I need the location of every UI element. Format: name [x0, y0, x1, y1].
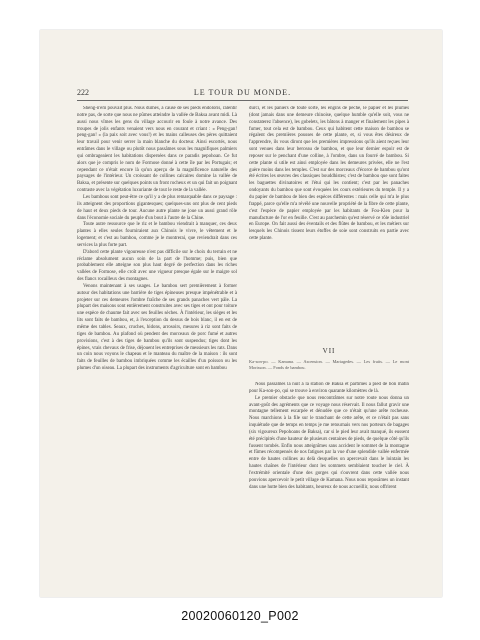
- paragraph: durci, et les paniers de toute sorte, les engins de pêche, le papier et les plumes (dont jamais dans une demeure chinoise, quelque humble qu'elle soit, vous ne constaterez l'absence), les gobelets, les bâtons à manger et finalement les pipes à fumer, tout cela est de bambou. Ceux qui habitent cette maison de bambou se régalent des premières pousses de cette plante, et, si vous êtes désireux de l'apprendre, ils vous diront que les premières impressions qu'ils aient reçues leur sont venues dans leur berceau de bambou, et que leur dernier espoir est de reposer sur le penchant d'une colline, à l'ombre, dans un fourré de bambou. Si cette plante si utile est ainsi employée dans les demeures privées, elle ne l'est guère moins dans les temples. C'est sur des morceaux d'écorce de bambou qu'ont été écrites les œuvres des classiques bouddhistes; c'est de bambou que sont faites les baguettes divinatoires et l'étui qui les contient; c'est par les panaches ondoyants du bambou que sont évoquées les cours extérieures du temple. Il y a du papier de bambou de bien des espèces différentes : mais celle qui m'a le plus frappé, parce qu'elle m'a révélé une nouvelle propriété de la fibre de cette plante, c'est l'espèce de papier employée par les habitants de Fou-Kien pour la manufacture de l'or en feuille. C'est au parchemin qu'est réservé ce rôle industriel en Europe. On fait aussi des éventails et des flûtes de bambou, et les métiers sur lesquels les Chinois tissent leurs étoffes de soie sont construits en partie avec cette plante.: [249, 106, 409, 242]
- running-header: [77, 88, 408, 101]
- journal-title: LE TOUR DU MONDE.: [193, 88, 292, 97]
- paragraph: Nous passâmes la nuit à la station de Baksa et partîmes à pied de bon matin pour Ka-son-po, qui se trouve à environ quarante kilomètres de là.: [249, 382, 409, 394]
- document-page: [40, 30, 442, 597]
- paragraph: Toute autre ressource que le riz et le bambou viendrait à manquer, ces deux plantes à elles seules fourniraient aux Chinois le vivre, le vêtement et le logement; et c'est au bambou, comme je le montrerai, que reviendrait dans ces services la plus forte part.: [77, 222, 237, 248]
- image-caption: 20020060120_P002: [181, 609, 299, 623]
- paragraph: Les bambous sont peut-être ce qu'il y a de plus remarquable dans ce paysage : ils atteignent des proportions gigantesques; quelques-uns ont plus de cent pieds de haut et deux pieds de tour. Aucune autre plante ne joue un aussi grand rôle dans l'économie sociale du peuple d'un bout à l'autre de la Chine.: [77, 194, 237, 221]
- paragraph: Le premier obstacle que nous rencontrâmes sur notre route nous donna un avant-goût des agréments que ce voyage nous réservait. Il nous fallut gravir une montagne tellement escarpée et dénudée que ce n'était qu'une arête rocheuse. Nous marchions à la file sur le tranchant de cette arête, et ce n'était pas sans inquiétude que de temps en temps je me retournais vers nos porteurs de bagages (six vigoureux Pepohoans de Baksa), car si le pied leur avait manqué, ils eussent été précipités d'une hauteur de plusieurs centaines de pieds, de quelque côté qu'ils fussent tombés. Enfin nous atteignîmes sans accident le sommet de la montagne et fûmes récompensés de nos fatigues par la vue d'une splendide vallée enfermée entre de hautes collines au delà desquelles on apercevait dans le lointain les hautes chaînes de l'intérieur dont les sommets semblaient toucher le ciel. À l'extrémité orientale d'une des gorges qui s'ouvrent dans cette vallée nous pouvions apercevoir le petit village de Kamana. Nous nous reposâmes un instant dans une hutte bien des habitants, heureux de nous accueillir, nous offrirent: [249, 395, 409, 490]
- chapter-number: VII: [322, 347, 336, 355]
- paragraph: D'abord cette plante vigoureuse n'est pas difficile sur le choix du terrain et ne réclame absolument aucun soin de la part de l'homme; puis, bien que probablement elle atteigne son plus haut degré de perfection dans les riches vallées de Formose, elle croît avec une vigueur presque égale sur le maigre sol des flancs rocailleux des montagnes.: [77, 249, 237, 283]
- paragraph: Sheng-n'em pouvait plus. Nous dûmes, à cause de ses pieds endoloris, ralentir notre pas, de sorte que nous ne pûmes atteindre la vallée de Baksa avant midi. Là aussi nous vîmes les gens du village accourir en foule à notre avance. Des troupes de jolis enfants venaient vers nous en courant et criant : « Peng-gan! peng-gan! » (la paix soit avec vous!) et les mains calleuses des pères quittaient leur travail pour venir serrer la main blanche du docteur. Ainsi escortés, nous entrâmes dans le village ou plutôt nous passâmes sous les magnifiques palmiers qui ombrageaient les habitations dispersées dans ce paradis pepohoan. Ce fut alors que je compris le nom de Formose donné à cette île par les Portugais; et cependant ce n'était encore là qu'un aperçu de la magnificence naturelle des paysages de l'intérieur. Un croissant de collines calcaires domine la vallée de Baksa, et présente sur quelques points un front rocheux et un qui fait un poignant contraste avec la végétation luxuriante de tout le reste de la vallée.: [77, 106, 237, 194]
- paragraph: Venons maintenant à ses usages. Le bambou sert premièrement à former autour des habitations une barrière de tiges épineuses presque impénétrable et à projeter sur ces demeures l'ombre fraîche de ses grands panaches vert pâle. La plupart des maisons sont entièrement construites avec ses tiges et ont pour toiture une espèce de chaume fait avec ses feuilles sèches. À l'intérieur, les sièges et les lits sont faits de bambou, et, à l'exception du dessus de bois blanc, il en est de même des tables. Seaux, cruches, hidons, arrosoirs, mesures à riz sont faits de tiges de bambou. Au plafond où pendent des morceaux de porc fumé et autres provisions, c'est à des tiges de bambou qu'ils sont suspendus; tiges dont les épines, vrais chevaux de frise, déjouent les entreprises de messieurs les rats. Dans un coin nous voyons le chapeau et le manteau du maître de la maison : ils sont faits de feuilles de bambou imbriquées comme les écailles d'un poisson ou les plumes d'un oiseau. La plupart des instruments d'agriculture sont en bambou: [77, 283, 237, 372]
- page-number: 222: [77, 88, 89, 97]
- left-text-column: [77, 106, 237, 576]
- chapter-summary: Ka-son-po. — Kamana. — Ascension. — Mariagedes. — Les fruits. — Le mont Morisson. — Fonds de bambou.: [249, 359, 409, 370]
- right-text-column: [249, 106, 409, 342]
- right-text-column-lower: [249, 382, 409, 578]
